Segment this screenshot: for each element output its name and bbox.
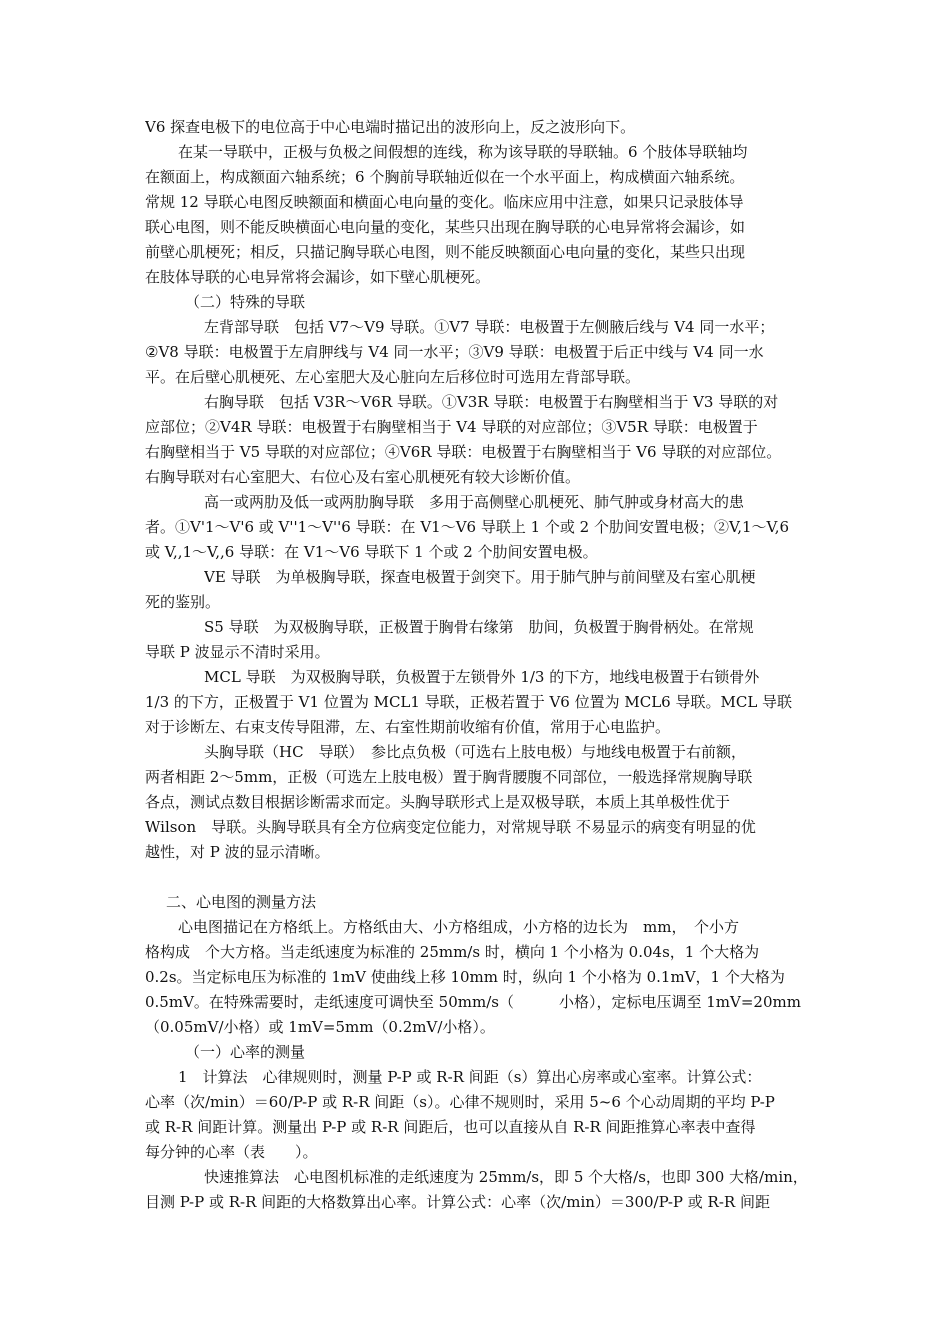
section-heading: 二、心电图的测量方法 — [166, 893, 317, 911]
text-line: 对于诊断左、右束支传导阻滞，左、右室性期前收缩有价值，常用于心电监护。 — [145, 718, 671, 736]
text-line: 格构成 个大方格。当走纸速度为标准的 25mm/s 时，横向 1 个小格为 0.04s，1 个大格为 — [145, 943, 760, 961]
text-line: 各点，测试点数目根据诊断需求而定。头胸导联形式上是双极导联，本质上其单极性优于 — [145, 793, 731, 811]
text-line: 1 计算法 心律规则时，测量 P-P 或 R-R 间距（s）算出心房率或心室率。计算公式： — [178, 1068, 762, 1086]
text-line: 右胸壁相当于 V5 导联的对应部位；④V6R 导联：电极置于右胸壁相当于 V6 导联的对应部位。 — [145, 443, 782, 461]
text-line: 0.2s。当定标电压为标准的 1mV 使曲线上移 10mm 时，纵向 1 个小格为 0.1mV，1 个大格为 — [145, 968, 785, 986]
text-line: Wilson 导联。头胸导联具有全方位病变定位能力，对常规导联 不易显示的病变有明显的优 — [145, 818, 756, 836]
text-line: 0.5mV。在特殊需要时，走纸速度可调快至 50mm/s（ 小格），定标电压调至 1mV=20mm — [145, 993, 801, 1011]
text-line: 在某一导联中，正极与负极之间假想的连线，称为该导联的导联轴。6 个肢体导联轴均 — [178, 143, 748, 161]
text-line: 越性，对 P 波的显示清晰。 — [145, 843, 330, 861]
text-line: 左背部导联 包括 V7～V9 导联。①V7 导联：电极置于左侧腋后线与 V4 同一水平； — [204, 318, 775, 336]
text-line: MCL 导联 为双极胸导联，负极置于左锁骨外 1/3 的下方，地线电极置于右锁骨外 — [204, 668, 760, 686]
text-line: 或 V,,1～V,,6 导联：在 V1～V6 导联下 1 个或 2 个肋间安置电极。 — [145, 543, 598, 561]
text-line: 右胸导联对右心室肥大、右位心及右室心肌梗死有较大诊断价值。 — [145, 468, 581, 486]
text-line: 快速推算法 心电图机标准的走纸速度为 25mm/s，即 5 个大格/s，也即 300 大格/min， — [204, 1168, 808, 1186]
text-line: 头胸导联（HC 导联） 参比点负极（可选右上肢电极）与地线电极置于右前额， — [204, 743, 747, 761]
text-line: ②V8 导联：电极置于左肩胛线与 V4 同一水平；③V9 导联：电极置于后正中线与 V4 同一水 — [145, 343, 764, 361]
text-line: S5 导联 为双极胸导联，正极置于胸骨右缘第 肋间，负极置于胸骨柄处。在常规 — [204, 618, 754, 636]
text-line: 每分钟的心率（表 ）。 — [145, 1143, 318, 1161]
text-line: 在肢体导联的心电异常将会漏诊，如下壁心肌梗死。 — [145, 268, 491, 286]
text-line: 心电图描记在方格纸上。方格纸由大、小方格组成，小方格的边长为 mm， 个小方 — [178, 918, 739, 936]
text-line: 心率（次/min）＝60/P-P 或 R-R 间距（s）。心律不规则时，采用 5~6 个心动周期的平均 P-P — [145, 1093, 775, 1111]
text-line: 或 R-R 间距计算。测量出 P-P 或 R-R 间距后，也可以直接从自 R-R 间距推算心率表中查得 — [145, 1118, 756, 1136]
text-line: VE 导联 为单极胸导联，探查电极置于剑突下。用于肺气肿与前间壁及右室心肌梗 — [204, 568, 756, 586]
text-line: 1/3 的下方，正极置于 V1 位置为 MCL1 导联，正极若置于 V6 位置为 MCL6 导联。MCL 导联 — [145, 693, 793, 711]
text-line: 在额面上，构成额面六轴系统；6 个胸前导联轴近似在一个水平面上，构成横面六轴系统。 — [145, 168, 745, 186]
text-line: V6 探查电极下的电位高于中心电端时描记出的波形向上，反之波形向下。 — [145, 118, 636, 136]
text-line: （0.05mV/小格）或 1mV=5mm（0.2mV/小格）。 — [145, 1018, 495, 1036]
section-heading: （一）心率的测量 — [185, 1043, 306, 1061]
text-line: 应部位；②V4R 导联：电极置于右胸壁相当于 V4 导联的对应部位；③V5R 导联：电极置于 — [145, 418, 758, 436]
text-line: 联心电图，则不能反映横面心电向量的变化，某些只出现在胸导联的心电异常将会漏诊，如 — [145, 218, 746, 236]
text-line: 常规 12 导联心电图反映额面和横面心电向量的变化。临床应用中注意，如果只记录肢体导 — [145, 193, 744, 211]
text-line: 平。在后壁心肌梗死、左心室肥大及心脏向左后移位时可选用左背部导联。 — [145, 368, 641, 386]
section-heading: （二）特殊的导联 — [185, 293, 306, 311]
text-line: 死的鉴别。 — [145, 593, 221, 611]
text-line: 目测 P-P 或 R-R 间距的大格数算出心率。计算公式：心率（次/min）＝300/P-P 或 R-R 间距 — [145, 1193, 770, 1211]
text-line: 者。①V'1～V'6 或 V''1～V''6 导联：在 V1～V6 导联上 1 个或 2 个肋间安置电极；②V,1～V,6 — [145, 518, 790, 536]
text-line: 两者相距 2～5mm，正极（可选左上肢电极）置于胸背腰腹不同部位，一般选择常规胸导联 — [145, 768, 753, 786]
text-line: 高一或两肋及低一或两肋胸导联 多用于高侧壁心肌梗死、肺气肿或身材高大的患 — [204, 493, 745, 511]
text-line: 前壁心肌梗死；相反，只描记胸导联心电图，则不能反映额面心电向量的变化，某些只出现 — [145, 243, 746, 261]
text-line: 导联 P 波显示不清时采用。 — [145, 643, 330, 661]
text-line: 右胸导联 包括 V3R～V6R 导联。①V3R 导联：电极置于右胸壁相当于 V3 导联的对 — [204, 393, 779, 411]
